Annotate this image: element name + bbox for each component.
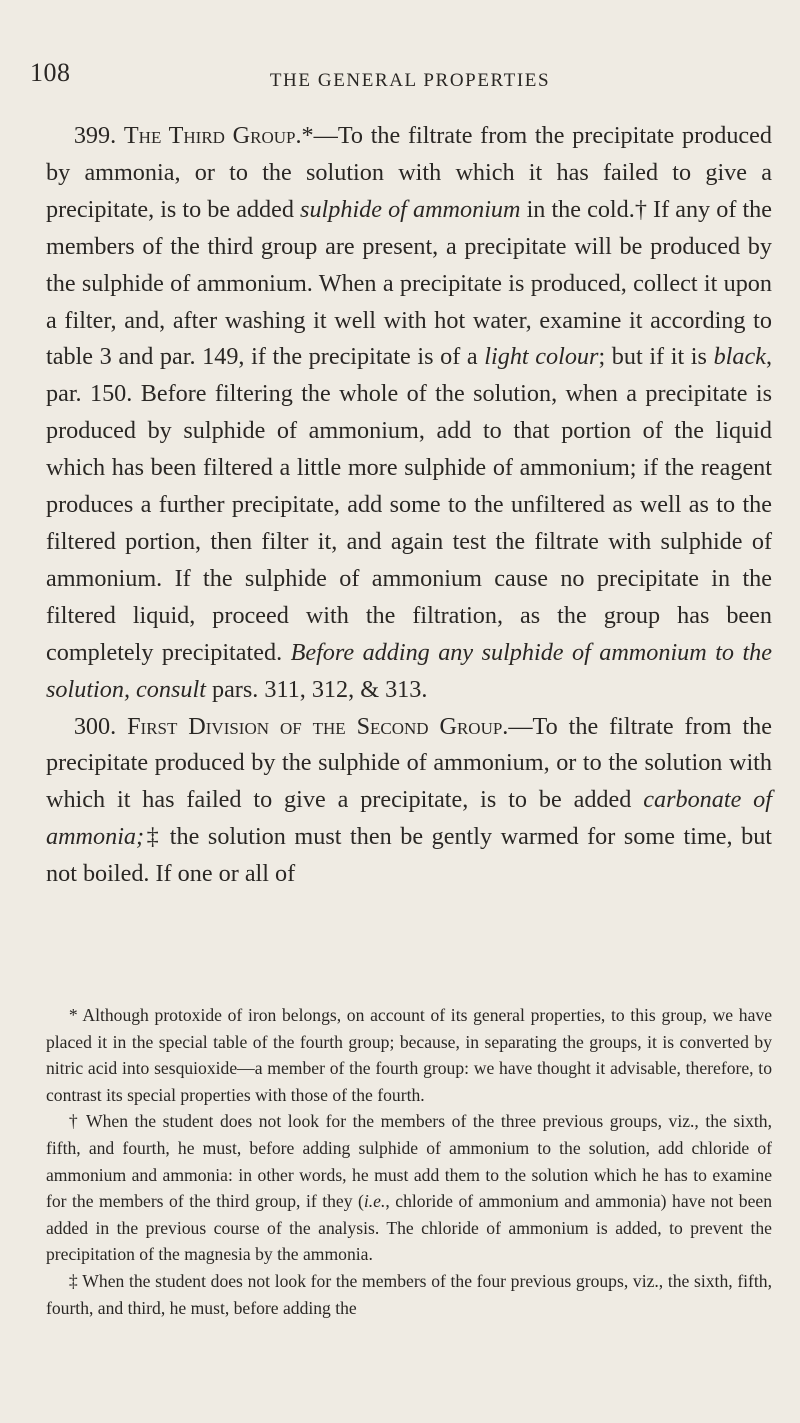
footnote-dagger: † When the student does not look for the members of the three previous groups, viz., the sixth, fifth, and fourth, he must, before adding sulphide of ammonium to the solution, add chloride of ammonium and ammonia: in other words, he must add them to the solution which he has to examine for the members of the third group, if they (i.e., chloride of ammonium and ammonia) have not been added in the previous course of the analysis. The chloride of ammonium is added, to prevent the precipitation of the magnesia by the ammonia. bbox=[46, 1111, 772, 1265]
emphasis: sulphide of ammonium bbox=[300, 195, 521, 223]
page-number: 108 bbox=[30, 58, 71, 87]
paragraph-number: 300. bbox=[73, 712, 117, 740]
emphasis: black bbox=[713, 343, 766, 371]
emphasis: Before adding any sulphide of ammonium to the solution, consult bbox=[46, 638, 772, 703]
emphasis: carbonate of ammonia; bbox=[46, 786, 772, 851]
paragraph-399: 399. The Third Group.*—To the filtrate from the precipitate produced by ammonia, or to the solution with which it has failed to give a precipitate, is to be added sulphide of ammonium in the cold.† If any of the members of the third group are present, a precipitate will be produced by the sulphide of ammonium. When a precipitate is produced, collect it upon a filter, and, after washing it well with hot water, examine it according to table 3 and par. 149, if the precipitate is of a light colour; but if it is black, par. 150. Before filtering the whole of the solution, when a precipitate is produced by sulphide of ammonium, add to that portion of the liquid which has been filtered a little more sulphide of ammonium; if the reagent produces a further precipitate, add some to the unfiltered as well as to the filtered portion, then filter it, and again test the filtrate with sulphide of ammonium. If the sulphide of ammonium cause no precipitate in the filtered liquid, proceed with the filtration, as the group has been completely precipitated. Before adding any sulphide of ammonium to the solution, consult pars. 311, 312, & 313. bbox=[46, 122, 773, 703]
footnotes bbox=[46, 1002, 772, 1321]
section-heading: The Third Group. bbox=[123, 122, 302, 149]
paragraph-300: 300. First Division of the Second Group.—To the filtrate from the precipitate produced by the sulphide of ammonium, or to the solution with which it has failed to give a precipitate, is to be added carbonate of ammonia;‡ the solution must then be gently warmed for some time, but not boiled. If one or all of bbox=[46, 712, 773, 888]
footnote-mark: † bbox=[68, 1111, 80, 1132]
footnote-double-dagger: ‡ When the student does not look for the members of the four previous groups, viz., the sixth, fifth, fourth, and third, he must, before adding the bbox=[46, 1270, 773, 1318]
emphasis: i.e. bbox=[363, 1191, 386, 1212]
footnote-marker-star: * bbox=[301, 122, 314, 149]
section-heading: First Division of the Second Group. bbox=[127, 712, 509, 740]
emphasis: light colour bbox=[484, 343, 599, 371]
running-head: THE GENERAL PROPERTIES bbox=[269, 70, 551, 91]
footnote-mark: ‡ bbox=[68, 1270, 78, 1291]
footnote-marker-dagger: † bbox=[634, 195, 647, 223]
footnote-mark: * bbox=[68, 1005, 78, 1025]
footnote-star: * Although protoxide of iron belongs, on account of its general properties, to this group, we have placed it in the special table of the fourth group; because, in separating the groups, it is converted by nitric acid into sesquioxide—a member of the fourth group: we have thought it advisable, therefore, to contrast its special properties with those of the fourth. bbox=[46, 1005, 772, 1105]
footnote-marker-double-dagger: ‡ bbox=[144, 823, 162, 851]
paragraph-number: 399. bbox=[73, 122, 117, 149]
body-text bbox=[46, 118, 772, 893]
